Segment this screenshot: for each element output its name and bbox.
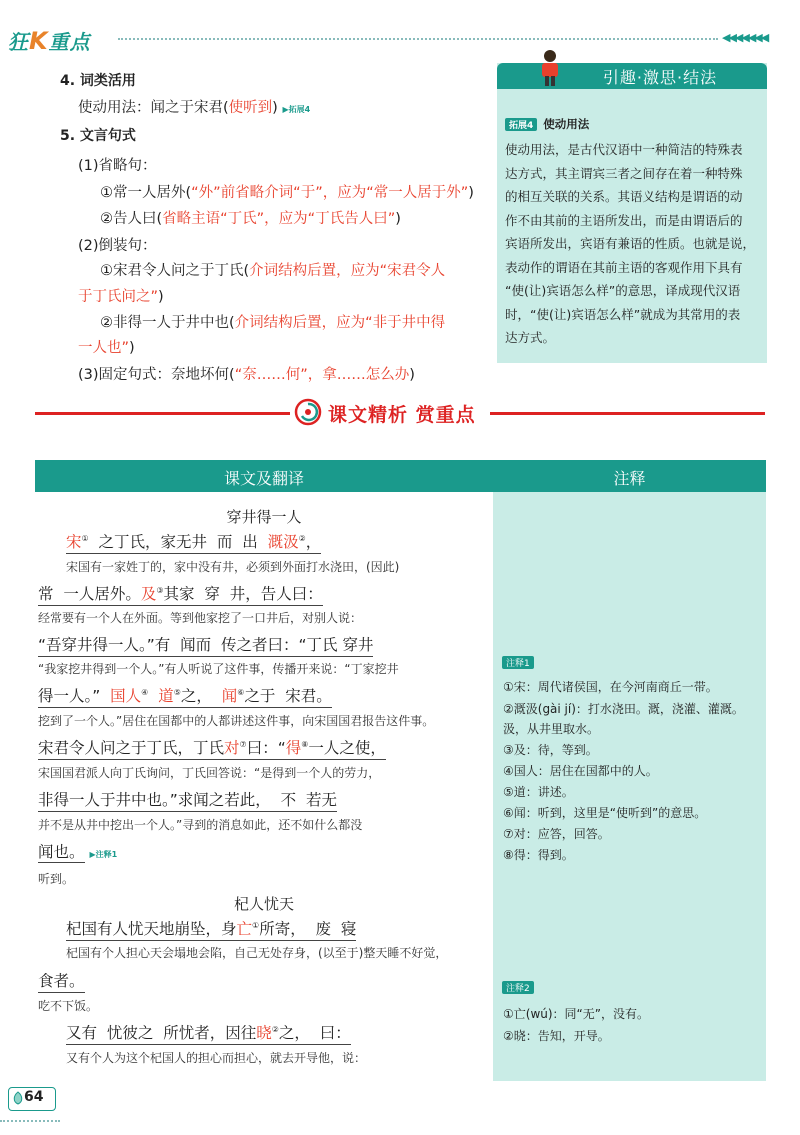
- section-4-line: 使动用法：闻之于宋君(使听到) ▶拓展4: [78, 100, 311, 116]
- note-tag[interactable]: ▶注释1: [89, 850, 118, 859]
- story-title: 穿井得一人: [226, 508, 302, 526]
- classic-line: 常 一人居外。及③其家 穿 井，告人曰：: [38, 582, 323, 606]
- translation-line: 吃不下饭。: [38, 999, 99, 1013]
- section-5-line: ②告人曰(省略主语“丁氏”，应为“丁氏告人曰”): [100, 211, 401, 227]
- sidebar-box-line: 表动作的谓语在其前主语的客观作用下具有: [505, 260, 743, 275]
- header-arrows-icon: ◀◀◀◀◀◀◀: [722, 31, 768, 44]
- translation-line: 听到。: [38, 872, 75, 886]
- section-5-line: ①宋君令人问之于丁氏(介词结构后置，应为“宋君令人: [100, 263, 446, 279]
- story-title: 杞人忧天: [233, 895, 294, 913]
- banner-rule-right: [490, 412, 765, 415]
- banner-rule-left: [35, 412, 290, 415]
- extension-badge: 拓展4: [505, 118, 537, 131]
- sidebar-box-line: 宾语所发出，宾语有兼语的性质。也就是说，: [505, 236, 756, 251]
- sidebar-box-line: 达方式。: [505, 330, 556, 345]
- section-banner-title: 课文精析 赏重点: [328, 404, 476, 426]
- classic-line: “吾穿井得一人。”有 闻而 传之者曰：“丁氏 穿井: [38, 633, 373, 657]
- translation-line: 并不是从井中挖出一个人。”寻到的消息如此，还不如什么都没: [38, 818, 363, 832]
- table-header-text: 课文及翻译: [223, 469, 304, 488]
- section-5-line: (3)固定句式：奈地坏何(“奈……何”，拿……怎么办): [78, 367, 415, 383]
- section-5-line: (1)省略句：: [78, 158, 157, 174]
- classic-line: 宋① 之丁氏，家无井 而 出 溉汲②，: [66, 530, 321, 554]
- sidebar-box-line: 达方式，其主谓宾三者之间存在着一种特殊: [505, 166, 743, 181]
- note-item: ②晓：告知，开导。: [503, 1029, 610, 1043]
- note-item: ⑤道：讲述。: [503, 785, 574, 799]
- header-dotted-rule: [118, 38, 718, 40]
- footer-dotted-rule: [0, 1120, 60, 1122]
- section-5-line: 于丁氏问之”): [78, 289, 164, 305]
- section-5-line: ②非得一人于井中也(介词结构后置，应为“非于井中得: [100, 315, 446, 331]
- section-5-line: 一人也”): [78, 340, 135, 356]
- section-5-title: 5. 文言句式: [60, 128, 136, 144]
- classic-line: 食者。: [38, 969, 85, 993]
- classic-line: 得一人。” 国人④ 道⑤之， 闻⑥之于 宋君。: [38, 684, 332, 708]
- note-item: ④国人：居住在国都中的人。: [503, 764, 658, 778]
- translation-line: 又有个人为这个杞国人的担心而担心，就去开导他，说：: [66, 1051, 367, 1065]
- page-number: 64: [24, 1089, 44, 1105]
- classic-line: 非得一人于井中也。”求闻之若此， 不 若无: [38, 788, 337, 812]
- sidebar-box-line: 使动用法，是古代汉语中一种简洁的特殊表: [505, 142, 743, 157]
- classic-line: 又有 忧彼之 所忧者，因往晓②之， 曰：: [66, 1021, 351, 1045]
- translation-line: 宋国国君派人向丁氏询问，丁氏回答说：“是得到一个人的劳力，: [38, 766, 381, 780]
- extension-tag[interactable]: ▶拓展4: [282, 105, 311, 114]
- note-item: ⑦对：应答，回答。: [503, 827, 610, 841]
- notes-1-header: 注释1: [502, 656, 534, 669]
- section-4-title: 4. 词类活用: [60, 73, 136, 89]
- translation-line: “我家挖井得到一个人。”有人听说了这件事，传播开来说：“丁家挖井: [38, 662, 399, 676]
- classic-line: 闻也。 ▶注释1: [38, 843, 118, 861]
- sidebar-box-line: “使(让)宾语怎么样”的意思，译成现代汉语: [505, 283, 741, 298]
- note-item: ⑧得：得到。: [503, 848, 574, 862]
- note-item: ③及：待，等到。: [503, 743, 598, 757]
- translation-line: 经常要有一个人在外面。等到他家挖了一口井后，对别人说：: [38, 611, 363, 625]
- note-item: ⑥闻：听到，这里是“使听到”的意思。: [503, 806, 707, 820]
- section-5-line: ①常一人居外(“外”前省略介词“于”，应为“常一人居于外”): [100, 185, 474, 201]
- sidebar-box-line: 时，“使(让)宾语怎么样”就成为其常用的表: [505, 307, 741, 322]
- translation-line: 杞国有个人担心天会塌地会陷，自己无处存身，(以至于)整天睡不好觉，: [66, 946, 448, 960]
- sidebar-box-title: 引趣·激思·结法: [602, 68, 718, 87]
- translation-line: 挖到了一个人。”居住在国都中的人都讲述这件事，向宋国国君报告这件事。: [38, 714, 435, 728]
- sidebar-box-subtitle: 拓展4 使动用法: [505, 116, 589, 132]
- notes-2-header: 注释2: [502, 981, 534, 994]
- swirl-icon: [294, 398, 322, 426]
- sidebar-box-line: 作不由其前的主语所发出，而是由谓语后的: [505, 213, 743, 228]
- classic-line: 杞国有人忧天地崩坠，身亡①所寄， 废 寝: [66, 917, 356, 941]
- brand-logo: 狂K重点: [8, 27, 91, 55]
- leaf-icon: [12, 1091, 24, 1105]
- note-item: ②溉汲(gài jí)：打水浇田。溉，浇灌、灌溉。: [503, 702, 744, 716]
- note-item: ①宋：周代诸侯国，在今河南商丘一带。: [503, 680, 718, 694]
- note-item: 汲，从井里取水。: [503, 722, 600, 736]
- sidebar-box-line: 的相互关联的关系。其语义结构是谓语的动: [505, 189, 743, 204]
- section-5-line: (2)倒装句：: [78, 238, 157, 254]
- translation-line: 宋国有一家姓丁的，家中没有井，必须到外面打水浇田，(因此): [66, 560, 400, 574]
- classic-line: 宋君令人问之于丁氏，丁氏对⑦曰：“得⑧一人之使，: [38, 736, 386, 760]
- note-item: ①亡(wú)：同“无”，没有。: [503, 1007, 649, 1021]
- table-header-notes: 注释: [613, 469, 646, 488]
